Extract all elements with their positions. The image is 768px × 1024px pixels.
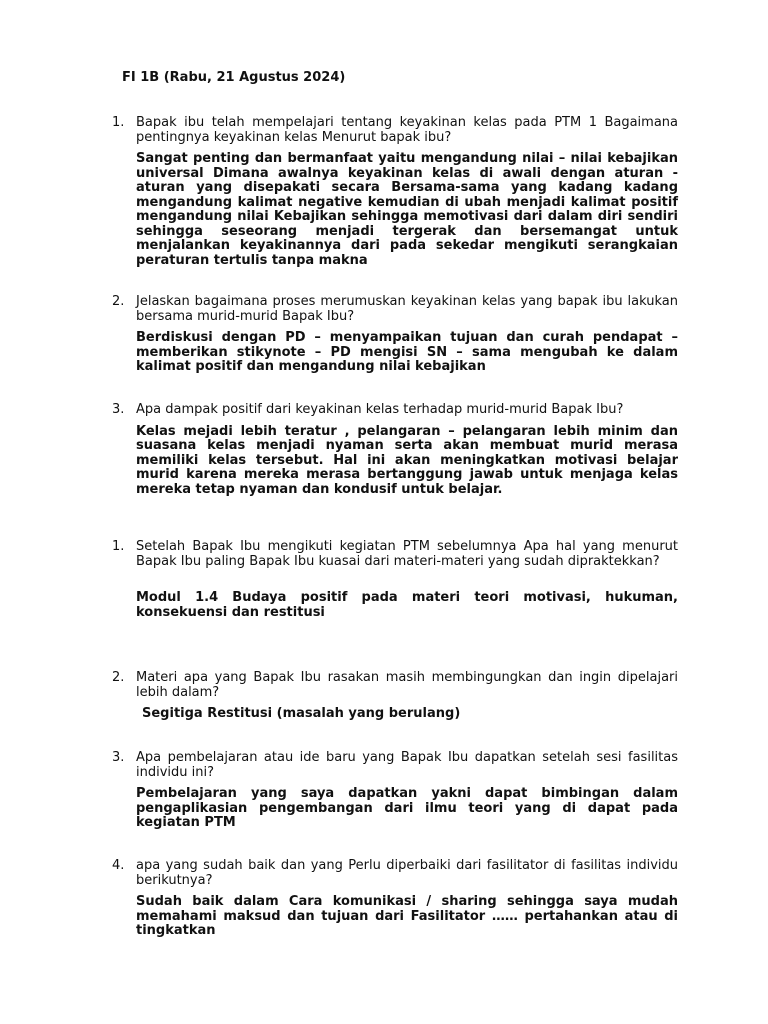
answer-text: Sangat penting dan bermanfaat yaitu mengandung nilai – nilai kebajikan universal Dimana awalnya keyakinan kelas di awali dengan aturan - aturan yang disepakati secara Bersama-sama yang kadang kadang mengandung kalimat negative kemudian di ubah menjadi kalimat positif mengandung nilai Kebajikan sehingga memotivasi dari dalam diri sendiri sehingga seseorang menjadi tergerak dan bersemangat untuk menjalankan keyakinannya dari pada sekedar mengikuti serangkaian peraturan tertulis tanpa makna	[136, 151, 678, 268]
qa-item-6	[112, 751, 678, 831]
question-text: Apa pembelajaran atau ide baru yang Bapak Ibu dapatkan setelah sesi fasilitas individu ini?	[136, 750, 678, 780]
qa-item-5	[112, 671, 678, 722]
item-number: 1.	[112, 115, 125, 130]
question-text: Setelah Bapak Ibu mengikuti kegiatan PTM sebelumnya Apa hal yang menurut Bapak Ibu paling Bapak Ibu kuasai dari materi-materi yang sudah dipraktekkan?	[136, 539, 678, 569]
answer-text: Berdiskusi dengan PD – menyampaikan tujuan dan curah pendapat – memberikan stikynote – PD mengisi SN – sama mengubah ke dalam kalimat positif dan mengandung nilai kebajikan	[136, 330, 678, 374]
question-text: apa yang sudah baik dan yang Perlu diperbaiki dari fasilitator di fasilitas individu berikutnya?	[136, 858, 678, 888]
question-text: Apa dampak positif dari keyakinan kelas terhadap murid-murid Bapak Ibu?	[136, 402, 624, 417]
item-number: 2.	[112, 294, 125, 309]
item-number: 3.	[112, 750, 125, 765]
qa-item-1	[112, 116, 678, 268]
answer-text: Segitiga Restitusi (masalah yang berulang)	[142, 706, 461, 721]
qa-item-2	[112, 295, 678, 375]
item-number: 2.	[112, 670, 125, 685]
question-text: Materi apa yang Bapak Ibu rasakan masih membingungkan dan ingin dipelajari lebih dalam?	[136, 670, 678, 700]
item-number: 4.	[112, 858, 125, 873]
qa-item-7	[112, 859, 678, 939]
answer-text: Pembelajaran yang saya dapatkan yakni dapat bimbingan dalam pengaplikasian pengembangan dari ilmu teori yang di dapat pada kegiatan PTM	[136, 786, 678, 830]
answer-text: Kelas mejadi lebih teratur , pelangaran – pelangaran lebih minim dan suasana kelas menjadi nyaman serta akan membuat murid merasa memiliki kelas tersebut. Hal ini akan meningkatkan motivasi belajar murid karena mereka merasa bertanggung jawab untuk menjaga kelas mereka tetap nyaman dan kondusif untuk belajar.	[136, 423, 678, 497]
item-number: 3.	[112, 402, 125, 417]
question-text: Bapak ibu telah mempelajari tentang keyakinan kelas pada PTM 1 Bagaimana pentingnya keyakinan kelas Menurut bapak ibu?	[136, 115, 678, 145]
answer-text: Modul 1.4 Budaya positif pada materi teori motivasi, hukuman, konsekuensi dan restitusi	[136, 590, 678, 620]
answer-text: Sudah baik dalam Cara komunikasi / sharing sehingga saya mudah memahami maksud dan tujuan dari Fasilitator …… pertahankan atau di tingkatkan	[136, 894, 678, 938]
item-number: 1.	[112, 539, 125, 554]
question-text: Jelaskan bagaimana proses merumuskan keyakinan kelas yang bapak ibu lakukan bersama murid-murid Bapak Ibu?	[136, 294, 678, 324]
qa-item-4	[112, 540, 678, 620]
qa-item-3	[112, 403, 678, 497]
document-title: FI 1B (Rabu, 21 Agustus 2024)	[122, 70, 346, 85]
